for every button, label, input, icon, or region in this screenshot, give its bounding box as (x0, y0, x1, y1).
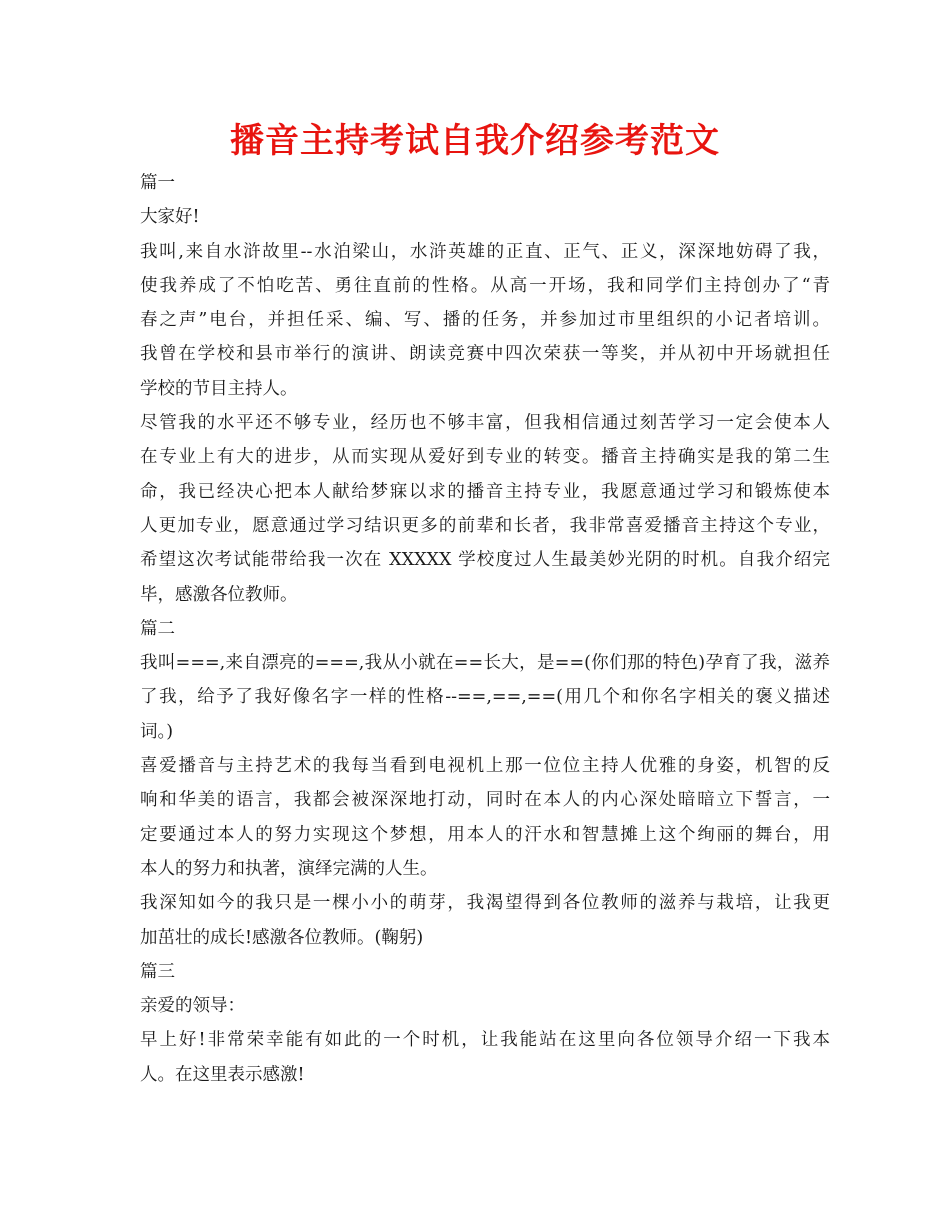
text-line: 使我养成了不怕吃苦、勇往直前的性格。从高一开场，我和同学们主持创办了“青 (140, 275, 830, 296)
document-body (140, 166, 830, 1092)
text-line: 本人的努力和执著，演绎完满的人生。 (140, 858, 438, 879)
text-line: 在专业上有大的进步，从而实现从爱好到专业的转变。播音主持确实是我的第二生 (140, 447, 830, 468)
text-line: 命，我已经决心把本人献给梦寐以求的播音主持专业，我愿意通过学习和锻炼使本 (140, 481, 830, 502)
text-line: 人更加专业，愿意通过学习结识更多的前辈和长者，我非常喜爱播音主持这个专业， (140, 515, 830, 536)
text-line: 我叫===,来自漂亮的===,我从小就在==长大，是==(你们那的特色)孕育了我，滋养 (140, 653, 830, 674)
text-line: 我叫,来自水浒故里--水泊梁山，水浒英雄的正直、正气、正义，深深地妨碍了我， (140, 241, 830, 262)
text-line: 人。在这里表示感激! (140, 1064, 305, 1085)
text-line: 响和华美的语言，我都会被深深地打动，同时在本人的内心深处暗暗立下誓言，一 (140, 790, 830, 811)
text-line: 早上好!非常荣幸能有如此的一个时机，让我能站在这里向各位领导介绍一下我本 (140, 1030, 830, 1051)
text-line: 亲爱的领导： (140, 996, 245, 1017)
text-line: 篇一 (140, 173, 175, 193)
text-line: 学校的节目主持人。 (140, 378, 298, 399)
text-line: 篇三 (140, 961, 175, 982)
document-title: 播音主持考试自我介绍参考范文 (230, 121, 720, 161)
text-line: 大家好! (140, 207, 200, 228)
text-line: 喜爱播音与主持艺术的我每当看到电视机上那一位位主持人优雅的身姿，机智的反 (140, 756, 830, 777)
text-line: 希望这次考试能带给我一次在 XXXXX 学校度过人生最美妙光阴的时机。自我介绍完 (140, 550, 830, 571)
text-line: 春之声”电台，并担任采、编、写、播的任务，并参加过市里组织的小记者培训。 (140, 310, 830, 331)
text-line: 加茁壮的成长!感激各位教师。(鞠躬) (140, 927, 424, 948)
text-line: 篇二 (140, 618, 175, 639)
text-line: 毕，感激各位教师。 (140, 584, 298, 605)
text-line: 了我，给予了我好像名字一样的性格--==,==,==(用几个和你名字相关的褒义描述 (140, 687, 830, 708)
text-line: 尽管我的水平还不够专业，经历也不够丰富，但我相信通过刻苦学习一定会使本人 (140, 413, 830, 434)
text-line: 词。) (140, 721, 174, 742)
text-line: 我深知如今的我只是一棵小小的萌芽，我渴望得到各位教师的滋养与栽培，让我更 (140, 893, 830, 914)
text-line: 我曾在学校和县市举行的演讲、朗读竞赛中四次荣获一等奖，并从初中开场就担任 (140, 344, 830, 365)
text-line: 定要通过本人的努力实现这个梦想，用本人的汗水和智慧摊上这个绚丽的舞台，用 (140, 824, 830, 845)
